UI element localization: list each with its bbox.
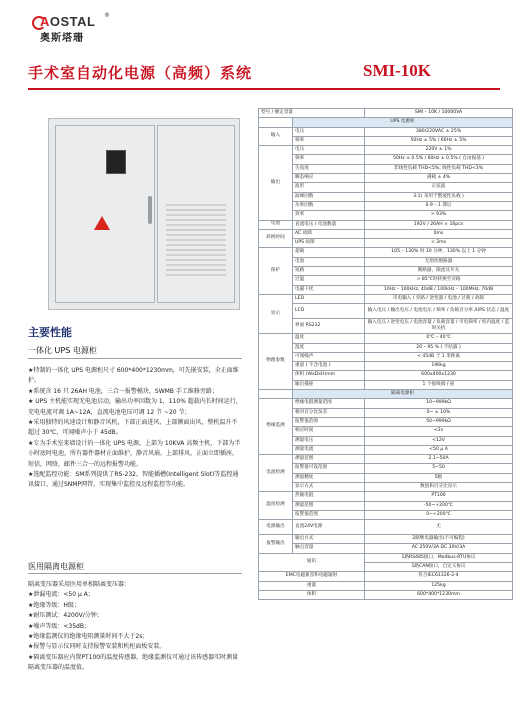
table-row (259, 520, 513, 535)
table-row (259, 174, 513, 183)
table-row (259, 464, 513, 473)
param-value: 380/220VAC ± 25% (365, 127, 513, 136)
param-name: 湿度 (293, 343, 365, 352)
param-value: <50 μ A (365, 445, 513, 454)
table-row (259, 399, 513, 408)
param-name: 电压 (293, 146, 365, 155)
table-row (259, 590, 513, 599)
param-value: AC 250V/3A DC 30V/3A (365, 544, 513, 553)
param-value: 196kg (365, 362, 513, 371)
table-row (259, 544, 513, 553)
cabinet-display (106, 150, 126, 174)
table-row (259, 427, 513, 436)
table-row (259, 164, 513, 173)
ups-paragraph: ★采用独特的风速设计和静音风机，下部正面进风，上部侧面出风，整机温升不超过 30℃，可闻噪声小于 45dB。 (28, 419, 238, 437)
param-name: 频率 (293, 155, 365, 164)
param-name: UPS 故障 (293, 239, 365, 248)
group-label: 显示 (259, 294, 293, 333)
param-name: 测量范围 (293, 455, 365, 464)
table-row (259, 553, 513, 562)
ups-heading-rule (28, 358, 242, 359)
table-row (259, 445, 513, 454)
param-value: 输入电压 / 输出电压 / 电池电压 / 频率 / 负载百分率 /UPS 状态 / 温度 (365, 304, 513, 319)
param-name: 频率 (293, 136, 365, 145)
param-value: 输入电压 / 逆变电压 / 电池容量 / 负载容量 / 市电频率 / 机内温度 / 监时关机 (365, 319, 513, 334)
table-row (259, 220, 513, 229)
param-name: 短路 (293, 267, 365, 276)
table-row (259, 211, 513, 220)
table-row (259, 501, 513, 510)
param-value: 正弦波 (365, 183, 513, 192)
isolation-heading-rule (28, 573, 242, 574)
param-value: 0.9 – 1 滞后 (365, 201, 513, 210)
param-name: 电池 (293, 257, 365, 266)
group-label: 电源输出 (259, 520, 293, 535)
isolation-heading: 医用隔离电源柜 (28, 562, 84, 571)
param-name: 触点容量 (293, 544, 365, 553)
page-title-row (28, 60, 508, 84)
emc-label: EMC电磁兼容和电磁辐射 (259, 572, 365, 581)
param-value: 非线性负载 THD<5%; 线性负载 THD<3% (365, 164, 513, 173)
param-name: 报警值可设范围 (293, 464, 365, 473)
table-row (259, 155, 513, 164)
param-value: 1路RS485接口，Modbus-RTU协议 (365, 553, 513, 562)
param-value: 3:1( 采用于整流性负载 ) (365, 192, 513, 201)
param-value: 105 – 130% 时 10 分钟，130% 以上 1 分钟 (365, 248, 513, 257)
isolation-paragraph: ★绝缘等级：H级； (28, 601, 80, 609)
param-value: 市电输入 / 旁路 / 逆变器 / 电池 / 过载 / 故障 (365, 294, 513, 303)
cabinet-image (48, 118, 240, 310)
isolation-section-header: 隔离电源柜 (293, 390, 513, 399)
param-name: LED (293, 294, 365, 303)
param-name: 测量范围 (293, 501, 365, 510)
table-row (259, 319, 513, 334)
param-name: 界面 RS232 (293, 319, 365, 334)
table-row (259, 109, 513, 118)
param-value: 2路继电器输出(不可编程) (365, 535, 513, 544)
table-row (259, 581, 513, 590)
warning-triangle-icon (94, 216, 110, 230)
table-row (259, 118, 513, 127)
param-value: < 2ms (365, 239, 513, 248)
ups-paragraph: ★系统含 16 只 26AH 电池，三合一报警模块，SWMB 手工维修旁路； (28, 387, 218, 395)
table-row (259, 192, 513, 201)
ups-description (28, 366, 242, 491)
group-label: 输入 (259, 127, 293, 146)
param-value: 5级 (365, 473, 513, 482)
param-name: 响应时间 (293, 427, 365, 436)
table-row (259, 408, 513, 417)
table-row (259, 482, 513, 491)
cabinet-right-door (157, 125, 235, 303)
param-value: 10~999kΩ (365, 399, 513, 408)
isolation-paragraph: ★报警与显示仪同时支持报警安装和机柜面板安装。 (28, 643, 166, 651)
section-title: 主要性能 (28, 326, 72, 339)
logo-chinese-name: 奥斯塔珊 (40, 33, 84, 44)
param-value: 5~50 (365, 464, 513, 473)
table-row (259, 294, 513, 303)
param-value: 无 (365, 520, 513, 535)
table-row (259, 276, 513, 285)
param-value: PT100 (365, 492, 513, 501)
group-label: 报警输出 (259, 535, 293, 554)
table-row (259, 257, 513, 266)
param-value: 20 – 95 % ( 不结露 ) (365, 343, 513, 352)
param-value: -50~+200℃ (365, 501, 513, 510)
group-label: 电池 (259, 220, 293, 229)
param-name: LCD (293, 304, 365, 319)
weight-label: 重量 (259, 581, 365, 590)
param-value: 1路CAN接口，自定义协议 (365, 563, 513, 572)
param-name: 报警值范围 (293, 510, 365, 519)
param-value: 无熔丝断路器 (365, 257, 513, 266)
ups-heading: 一体化 UPS 电源柜 (28, 346, 97, 355)
isolation-paragraph: ★耐压测试：4200V/分钟； (28, 612, 103, 620)
param-name: 输出方式 (293, 535, 365, 544)
param-name: 重量 ( 不含电池 ) (293, 362, 365, 371)
param-value: 600x400x1230 (365, 371, 513, 380)
param-value: 1 个接线端子座 (365, 380, 513, 389)
table-row (259, 334, 513, 343)
param-value: 2.1~50A (365, 455, 513, 464)
table-row (259, 201, 513, 210)
param-name: 热敏电阻 (293, 492, 365, 501)
table-row (259, 510, 513, 519)
param-name: 失真度 (293, 164, 365, 173)
param-value: 50Hz ± 0.5% / 60Hz ± 0.5% ( 自由振荡 ) (365, 155, 513, 164)
vent-grille (166, 204, 226, 276)
table-row (259, 473, 513, 482)
table-row (259, 343, 513, 352)
isolation-description (28, 580, 242, 674)
isolation-paragraph: ★噪声等级：<35dB； (28, 622, 90, 630)
param-name: 相对百分比误差 (293, 408, 365, 417)
model-label: 型号 / 额定容量 (259, 109, 365, 118)
cabinet-left-door (55, 125, 155, 303)
param-value: > 85℃时转换至旁路 (365, 276, 513, 285)
group-label: 转换时间 (259, 229, 293, 248)
param-value: 600*400*1230mm (365, 590, 513, 599)
group-label: 保护 (259, 248, 293, 294)
param-name: AC 故障 (293, 229, 365, 238)
isolation-paragraph: ★泄漏电流：<50 μ A； (28, 591, 94, 599)
param-value: 192V / 26AH × 16pcs (365, 220, 513, 229)
table-row (259, 352, 513, 361)
param-value: 125kg (365, 581, 513, 590)
param-value: 符合IEC61326-2-4 (365, 572, 513, 581)
ups-section-header: UPS 电源柜 (293, 118, 513, 127)
param-value: 断路器，限流及开关 (365, 267, 513, 276)
table-row (259, 136, 513, 145)
param-value: 0℃ – 40℃ (365, 334, 513, 343)
group-label: 绝缘监测 (259, 399, 293, 455)
isolation-paragraph: 隔离变压器采用医用单相隔离变压器： (28, 581, 131, 588)
brand-logo (28, 14, 108, 44)
param-value: <2s (365, 427, 513, 436)
param-value: 220V ± 1% (365, 146, 513, 155)
param-value: < 45dB 于 1 米距离 (365, 352, 513, 361)
spec-table (258, 108, 513, 600)
param-name: 波形 (293, 183, 365, 192)
table-row (259, 572, 513, 581)
param-name: 测量电流 (293, 445, 365, 454)
param-value: 数值和百分比显示 (365, 482, 513, 491)
param-value: <12V (365, 436, 513, 445)
comm-label: 通讯 (259, 553, 365, 572)
param-name: 过温 (293, 276, 365, 285)
param-name: 电压 (293, 127, 365, 136)
param-name: 电磁干扰 (293, 285, 365, 294)
table-row (259, 362, 513, 371)
table-row (259, 285, 513, 294)
param-name: 可闻噪声 (293, 352, 365, 361)
table-row (259, 304, 513, 319)
group-label: 物理参数 (259, 334, 293, 390)
group-label: 电流检测 (259, 455, 293, 492)
param-name: 瞬态响应 (293, 174, 365, 183)
group-label: 温度检测 (259, 492, 293, 520)
table-row (259, 390, 513, 399)
param-name: 超载 (293, 248, 365, 257)
table-row (259, 455, 513, 464)
param-value: 0ms (365, 229, 513, 238)
param-name: 测量精度 (293, 473, 365, 482)
param-value: 0~+200℃ (365, 510, 513, 519)
ups-paragraph: ★特制的一体化 UPS 电源柜尺寸 600*400*1230mm，可先嵌安装，全正面维护。 (28, 367, 239, 385)
table-row (259, 229, 513, 238)
spacer-cell (259, 118, 293, 127)
size-label: 体积 (259, 590, 365, 599)
model-value: SMI – 10K / 10000VA (365, 109, 513, 118)
table-row (259, 248, 513, 257)
table-row (259, 183, 513, 192)
table-row (259, 417, 513, 426)
model-number: SMI-10K (363, 61, 431, 80)
param-value: 满载 ± 4% (365, 174, 513, 183)
param-name: 显示方式 (293, 482, 365, 491)
param-name: 测量电压 (293, 436, 365, 445)
title-divider (28, 88, 500, 90)
group-label: 输出 (259, 146, 293, 220)
table-row (259, 492, 513, 501)
table-row (259, 127, 513, 136)
ups-paragraph: ★ UPS 主机能实现无电池启动，输出功率因数为 1，110% 超载内长时间运行，充电电流可调 1A~12A，直流电池电压可调 12 节 ~20 节； (28, 398, 242, 416)
table-row (259, 267, 513, 276)
param-value: 50~999kΩ (365, 417, 513, 426)
param-name: 效率 (293, 211, 365, 220)
door-handle (148, 196, 152, 224)
spacer-cell (259, 390, 293, 399)
table-row (259, 535, 513, 544)
param-value: 50Hz ± 5% / 60Hz ± 5% (365, 136, 513, 145)
param-name: 报警值范围 (293, 417, 365, 426)
logo-wordmark: AOSTAL (40, 14, 96, 29)
isolation-paragraph: ★隔离变压器应内置PT100的温度传感器，绝缘监测仪可通过该传感器实时测量隔离变压器的温度值。 (28, 653, 239, 672)
param-name: 输出插座 (293, 380, 365, 389)
table-row (259, 371, 513, 380)
param-name: 体积 (WxDxH)mm (293, 371, 365, 380)
param-value: 0~ ± 10% (365, 408, 513, 417)
page-title: 手术室自动化电源（高频）系统 (28, 64, 253, 82)
param-value: > 93% (365, 211, 513, 220)
param-name: 直流24V电源 (293, 520, 365, 535)
registered-mark: ® (104, 12, 110, 19)
table-row (259, 239, 513, 248)
table-row (259, 380, 513, 389)
param-name: 直流电压 / 电池数量 (293, 220, 365, 229)
isolation-paragraph: ★绝缘监测仪的绝缘电阻测量时间不大于2s； (28, 633, 149, 641)
ups-paragraph: ★专为手术室来墙设计的一体化 UPS 电源，上部为 10KVA 高频主机，下部为半小时底时电池，所有器件器材正面维护，静音风扇，上部排风，正面立即插座，短信，网络，邮件三合一的远程报警功能。 (28, 439, 241, 468)
param-name: 功率因数 (293, 201, 365, 210)
param-name: 波峰因数 (293, 192, 365, 201)
table-row (259, 436, 513, 445)
table-row (259, 146, 513, 155)
ups-paragraph: ★选配监控功能：SM系列提供了RS-232，智能插槽(Intelligent Slot)等监控通讯接口，通过SNMP网管，实现集中监控及远程监控等功能。 (28, 471, 239, 489)
param-value: 10Hz – 100kHz, 40dB / 100kHz – 100MHz, 70dB (365, 285, 513, 294)
param-name: 温度 (293, 334, 365, 343)
param-name: 绝缘电阻测量范围 (293, 399, 365, 408)
